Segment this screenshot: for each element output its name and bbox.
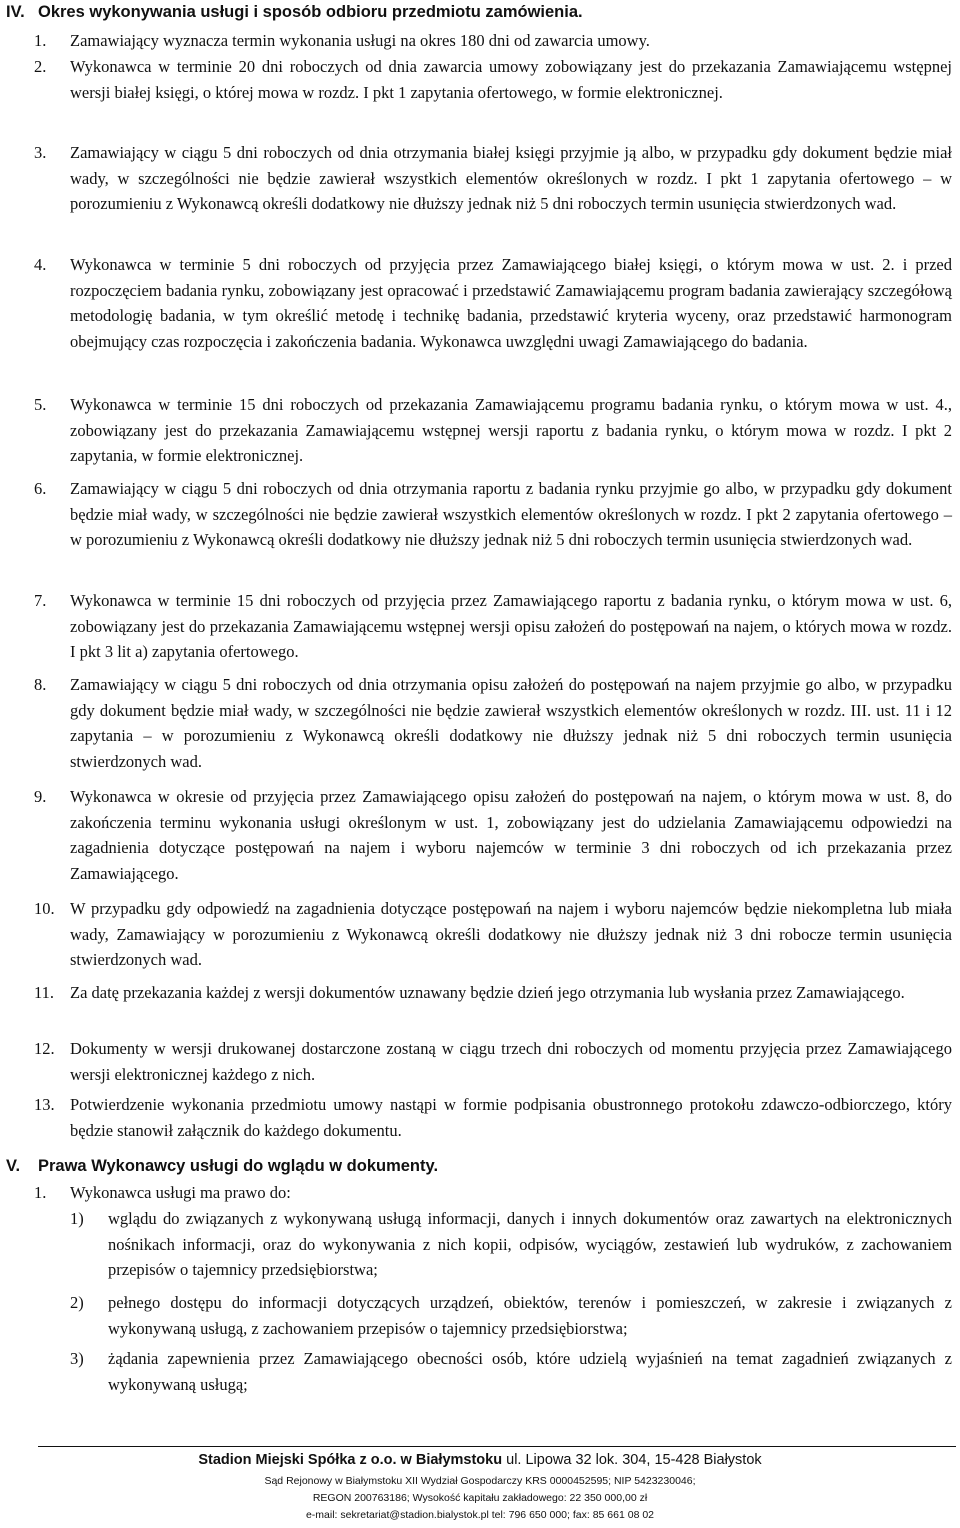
item-number: 4. xyxy=(34,255,47,274)
item-number: 8. xyxy=(34,675,47,694)
item-number: 10. xyxy=(34,899,55,918)
company-name: Stadion Miejski Spółka z o.o. w Białymstoku xyxy=(198,1452,503,1468)
item-text: Zamawiający w ciągu 5 dni roboczych od dnia otrzymania raportu z badania rynku przyjmie go albo, w przypadku gdy dokument będzie miał wady, w szczególności nie będzie zawierał wszystkich elementów określonych w rozdz. I pkt 2 zapytania ofertowego – w porozumieniu z Wykonawcą określi dodatkowy nie dłuższy jednak niż 5 dni roboczych termin usunięcia stwierdzonych wad. xyxy=(70,479,952,550)
item-number: 5. xyxy=(34,395,47,414)
list-item xyxy=(34,672,952,774)
list-item xyxy=(34,1092,952,1143)
list-item xyxy=(34,896,952,973)
sub-item-number: 2) xyxy=(70,1293,84,1312)
company-address: ul. Lipowa 32 lok. 304, 15-428 Białystok xyxy=(506,1452,762,1468)
item-text: Wykonawca usługi ma prawo do: xyxy=(70,1183,291,1202)
section-number: IV. xyxy=(6,3,25,21)
section-heading-v xyxy=(6,1156,946,1176)
item-text: Potwierdzenie wykonania przedmiotu umowy nastąpi w formie podpisania obustronnego protokołu zdawczo-odbiorczego, który będzie stanowił załącznik do każdego dokumentu. xyxy=(70,1095,952,1140)
list-item xyxy=(34,28,952,54)
item-text: Za datę przekazania każdej z wersji dokumentów uznawany będzie dzień jego otrzymania lub wysłania przez Zamawiającego. xyxy=(70,983,905,1002)
item-number: 7. xyxy=(34,591,47,610)
sub-list-item xyxy=(70,1290,952,1341)
section-title: Prawa Wykonawcy usługi do wglądu w dokumenty. xyxy=(38,1157,439,1175)
footer-registry-line: Sąd Rejonowy w Białymstoku XII Wydział Gospodarczy KRS 0000452595; NIP 5423230046; xyxy=(264,1475,696,1487)
sub-item-number: 3) xyxy=(70,1349,84,1368)
section-title: Okres wykonywania usługi i sposób odbioru przedmiotu zamówienia. xyxy=(38,3,583,21)
footer-contact-line: e-mail: sekretariat@stadion.bialystok.pl tel: 796 650 000; fax: 85 661 08 02 xyxy=(305,1509,655,1521)
list-item xyxy=(34,252,952,354)
item-text: Wykonawca w terminie 15 dni roboczych od przekazania Zamawiającemu programu badania rynku, o którym mowa w ust. 4., zobowiązany jest do przekazania Zamawiającemu wstępnej wersji raportu z badania rynku, o którym mowa w rozdz. I pkt 2 zapytania, w formie elektronicznej. xyxy=(70,395,952,466)
item-text: Dokumenty w wersji drukowanej dostarczone zostaną w ciągu trzech dni roboczych od momentu przyjęcia przez Zamawiającego wersji elektronicznej każdego z nich. xyxy=(70,1039,952,1084)
footer-divider xyxy=(38,1446,956,1447)
footer-company-line xyxy=(0,1452,960,1468)
list-item xyxy=(34,784,952,886)
sub-list-item xyxy=(70,1206,952,1283)
sub-list-item xyxy=(70,1346,952,1397)
sub-item-text: wglądu do związanych z wykonywaną usługą informacji, danych i innych dokumentów oraz zawartych na elektronicznych nośnikach informacji, oraz do wykonywania z nich kopii, odpisów, wyciągów, zestawień lub wydruków, z zachowaniem przepisów o tajemnicy przedsiębiorstwa; xyxy=(108,1209,952,1280)
list-item xyxy=(34,140,952,217)
item-text: Zamawiający w ciągu 5 dni roboczych od dnia otrzymania białej księgi przyjmie ją albo, w przypadku gdy dokument będzie miał wady, w szczególności nie będzie zawierał wszystkich elementów określonych w rozdz. I pkt 1 zapytania ofertowego – w porozumieniu z Wykonawcą określi dodatkowy nie dłuższy jednak niż 5 dni roboczych termin usunięcia stwierdzonych wad. xyxy=(70,143,952,214)
section-number: V. xyxy=(6,1157,21,1175)
item-number: 13. xyxy=(34,1095,55,1114)
sub-item-number: 1) xyxy=(70,1209,84,1228)
item-text: Wykonawca w okresie od przyjęcia przez Zamawiającego opisu założeń do postępowań na najem, o którym mowa w ust. 8, do zakończenia terminu wykonania usługi określonym w ust. 1, zobowiązany jest do udzielania Zamawiającemu odpowiedzi na zagadnienia dotyczące postępowań na najem i wyboru najemców w terminie 3 dni roboczych od ich przekazania przez Zamawiającego. xyxy=(70,787,952,883)
item-number: 3. xyxy=(34,143,47,162)
item-text: Zamawiający w ciągu 5 dni roboczych od dnia otrzymania opisu założeń do postępowań na najem przyjmie go albo, w przypadku gdy dokument będzie miał wady, w szczególności nie będzie zawierał wszystkich elementów określonych w rozdz. III. ust. 11 i 12 zapytania – w porozumieniu z Wykonawcą określi dodatkowy nie dłuższy jednak niż 5 dni roboczych termin usunięcia stwierdzonych wad. xyxy=(70,675,952,771)
list-item xyxy=(34,54,952,105)
item-number: 2. xyxy=(34,57,47,76)
item-number: 11. xyxy=(34,983,55,1002)
item-text: Wykonawca w terminie 20 dni roboczych od dnia zawarcia umowy zobowiązany jest do przekazania Zamawiającemu wstępnej wersji białej księgi, o której mowa w rozdz. I pkt 1 zapytania ofertowego, w formie elektronicznej. xyxy=(70,57,952,102)
sub-item-text: żądania zapewnienia przez Zamawiającego obecności osób, które udzielą wyjaśnień na temat zagadnień związanych z wykonywaną usługą; xyxy=(108,1349,952,1394)
item-number: 1. xyxy=(34,31,47,50)
list-item xyxy=(34,392,952,469)
section-heading-iv xyxy=(6,2,946,22)
list-item xyxy=(34,588,952,665)
item-number: 6. xyxy=(34,479,47,498)
item-text: Zamawiający wyznacza termin wykonania usługi na okres 180 dni od zawarcia umowy. xyxy=(70,31,650,50)
sub-item-text: pełnego dostępu do informacji dotyczących urządzeń, obiektów, terenów i pomieszczeń, w zakresie i związanych z wykonywaną usługą, z zachowaniem przepisów o tajemnicy przedsiębiorstwa; xyxy=(108,1293,952,1338)
item-text: Wykonawca w terminie 5 dni roboczych od przyjęcia przez Zamawiającego białej księgi, o którym mowa w ust. 2. i przed rozpoczęciem badania rynku, zobowiązany jest opracować i przedstawić Zamawiającemu program badania zawierający szczegółową metodologię badania, w tym określić metodę i technikę badania, przedstawić kryteria wyceny, oraz przedstawić harmonogram obejmujący czas rozpoczęcia i zakończenia badania. Wykonawca uwzględni uwagi Zamawiającego do badania. xyxy=(70,255,952,351)
item-number: 9. xyxy=(34,787,47,806)
footer-capital-line: REGON 200763186; Wysokość kapitału zakładowego: 22 350 000,00 zł xyxy=(312,1492,648,1504)
item-number: 1. xyxy=(34,1183,47,1202)
list-item xyxy=(34,1180,952,1206)
list-item xyxy=(34,980,952,1006)
list-item xyxy=(34,1036,952,1087)
item-number: 12. xyxy=(34,1039,55,1058)
item-text: W przypadku gdy odpowiedź na zagadnienia dotyczące postępowań na najem i wyboru najemców będzie niekompletna lub miała wady, Zamawiający w porozumieniu z Wykonawcą określi dodatkowy nie dłuższy jednak niż 3 dni robocze termin usunięcia stwierdzonych wad. xyxy=(70,899,952,970)
item-text: Wykonawca w terminie 15 dni roboczych od przyjęcia przez Zamawiającego raportu z badania rynku, o którym mowa w ust. 6, zobowiązany jest do przekazania Zamawiającemu wstępnej wersji opisu założeń do postępowań na najem, o których mowa w rozdz. I pkt 3 lit a) zapytania ofertowego. xyxy=(70,591,952,662)
list-item xyxy=(34,476,952,553)
